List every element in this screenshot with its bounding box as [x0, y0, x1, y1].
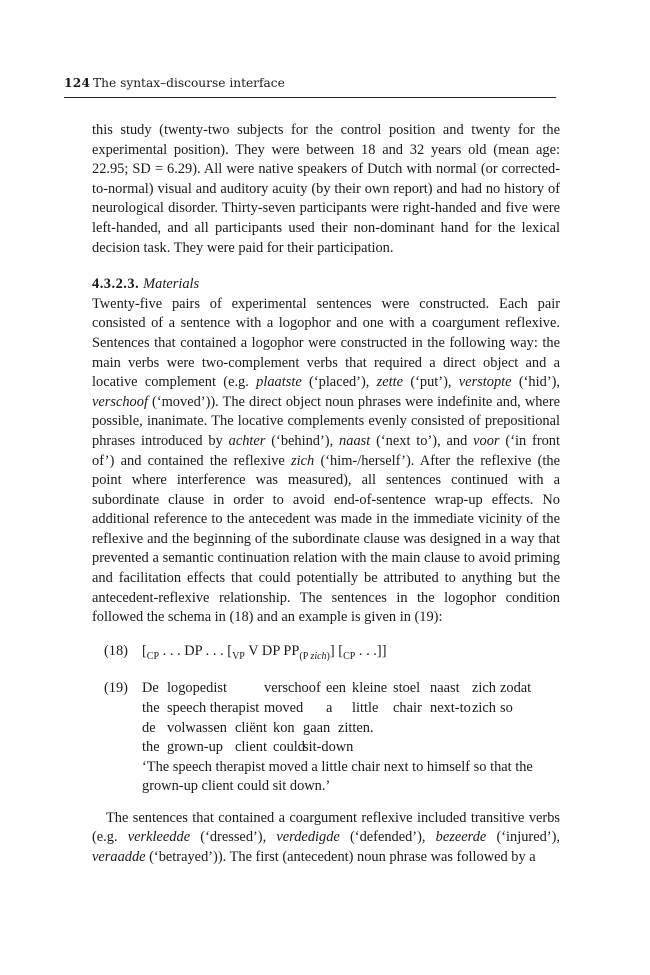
subscript-cp: CP [343, 650, 356, 662]
section-heading [92, 275, 560, 295]
text-run: (‘behind’), [265, 432, 340, 449]
text-run: (‘him-/herself’). After the reflexive (the point where interference was measured), all sentences continued with a subordinate clause in order to avoid end-of-sentence wrap-up effects. No additional reference to the antecedent was made in the immediate vicinity of the reflexive and the beginning of the subordinate clause was designed in a way that prevented a semantic continuation relation with the main clause to avoid priming and facilitation effects that could potentially be attributed to anything but the antecedent-reflexive relationship. The sentences in the logophor condition followed the schema in (18) and an example is given in (19): [92, 452, 560, 626]
italic-term: naast [339, 432, 371, 449]
free-translation: ‘The speech therapist moved a little chair next to himself so that the grown-up client could sit down.’ [142, 758, 533, 795]
gloss-word: zodat [500, 680, 532, 697]
gloss-word: zich [472, 680, 496, 697]
section-number: 4.3.2.3. [92, 276, 140, 293]
text-run: (‘placed’), [301, 374, 377, 391]
gloss-line-dutch-2 [142, 719, 560, 739]
text-run: (‘injured’), [486, 829, 560, 846]
gloss-word: De [142, 680, 159, 697]
gloss-word: client [235, 739, 267, 756]
text-run: (‘moved’)). The direct object noun phrases were indefinite and, where possible, inanimate. The locative complements evenly consisted of prepositional phrases introduced by [92, 393, 560, 449]
gloss-word: chair [393, 699, 422, 716]
schema-part: . . . DP . . . [ [159, 642, 233, 659]
text-run: Twenty-five pairs of experimental sentences were constructed. Each pair consisted of a sentence with a logophor and one with a coargument reflexive. Sentences that contained a logophor were constructed in the following way: the main verbs were two-complement verbs that required a direct object and a locative complement (e.g. [92, 295, 560, 391]
italic-term: verstopte [458, 374, 512, 391]
gloss-word: een [326, 680, 346, 697]
gloss-word: naast [430, 680, 460, 697]
text-run: (‘defended’), [339, 829, 436, 846]
italic-term: bezeerde [435, 829, 487, 846]
subscript-close: ) [326, 650, 330, 662]
gloss-word: next-to [430, 699, 471, 716]
gloss-word: a [326, 699, 333, 716]
gloss-word: sit-down [303, 739, 354, 756]
example-number: (19) [104, 680, 128, 697]
gloss-line-english-2 [142, 738, 560, 758]
schema-part: . . .]] [355, 642, 387, 659]
gloss-word: grown-up [167, 739, 223, 756]
italic-term: verdedigde [276, 829, 340, 846]
subscript-cp: CP [146, 650, 160, 662]
running-title: The syntax–discourse interface [93, 76, 285, 90]
italic-term: achter [228, 432, 266, 449]
gloss-word: little [352, 699, 379, 716]
text-run: (‘hid’), [511, 374, 561, 391]
page-body [92, 121, 560, 868]
italic-term: verschoof [92, 393, 148, 410]
example-18 [92, 642, 560, 666]
gloss-word: kon [273, 719, 295, 736]
italic-term: plaatste [256, 374, 302, 391]
text-run: (‘betrayed’)). The first (antecedent) noun phrase was followed by a [145, 849, 536, 866]
running-header [64, 73, 556, 98]
italic-term: voor [473, 432, 500, 449]
gloss-word: stoel [393, 680, 421, 697]
gloss-line-english-1 [142, 699, 560, 719]
text-run: (‘next to’), and [370, 432, 474, 449]
gloss-word: zich [472, 699, 496, 716]
paragraph-participants: this study (twenty-two subjects for the control position and twenty for the experimental position). They were between 18 and 32 years old (mean age: 22.95; SD = 6.29). All were native speakers of Dutch with normal (or corrected-to-normal) visual and auditory acuity (by their own report) and had no history of neurological disorder. Thirty-seven participants were right-handed and five were left-handed, and all participants used their non-dominant hand for the lexical decision task. They were paid for their participation. [92, 122, 560, 256]
schema-part: V DP PP [244, 642, 300, 659]
schema-formula [142, 642, 560, 666]
paragraph-materials [92, 295, 560, 628]
gloss-word: de [142, 719, 156, 736]
gloss-word: speech therapist [167, 699, 260, 716]
italic-term: zette [376, 374, 404, 391]
page-number: 124 [64, 76, 91, 90]
schema-part: ] [ [329, 642, 344, 659]
paragraph-coargument [92, 809, 560, 868]
example-19 [92, 679, 560, 797]
subscript-zich: zich [310, 650, 327, 662]
text-run: The sentences that contained a coargument reflexive included transitive verbs (e.g. [92, 809, 560, 846]
italic-term: veraadde [92, 849, 146, 866]
gloss-word: gaan [303, 719, 331, 736]
gloss-word: volwassen [167, 719, 227, 736]
gloss-word: cliënt [235, 719, 267, 736]
gloss-word: could [273, 739, 305, 756]
italic-term: zich [291, 452, 315, 469]
subscript-vp: VP [232, 650, 245, 662]
text-run: (‘in front of’) and contained the reflexive [92, 432, 560, 469]
gloss-word: moved [264, 699, 304, 716]
gloss-word: the [142, 699, 160, 716]
gloss-word: the [142, 739, 160, 756]
schema-part: [ [142, 642, 147, 659]
subscript-p-label: (P [299, 650, 311, 662]
gloss-line-dutch-1 [142, 679, 560, 699]
example-number: (18) [104, 642, 128, 659]
section-title: Materials [143, 276, 200, 293]
gloss-word: zitten. [338, 719, 374, 736]
text-run: (‘put’), [403, 374, 459, 391]
gloss-word: logopedist [167, 680, 227, 697]
gloss-word: verschoof [264, 680, 321, 697]
italic-term: verkleedde [127, 829, 191, 846]
subscript-p [299, 651, 329, 662]
gloss-word: so [500, 699, 513, 716]
gloss-word: kleine [352, 680, 388, 697]
text-run: (‘dressed’), [190, 829, 277, 846]
